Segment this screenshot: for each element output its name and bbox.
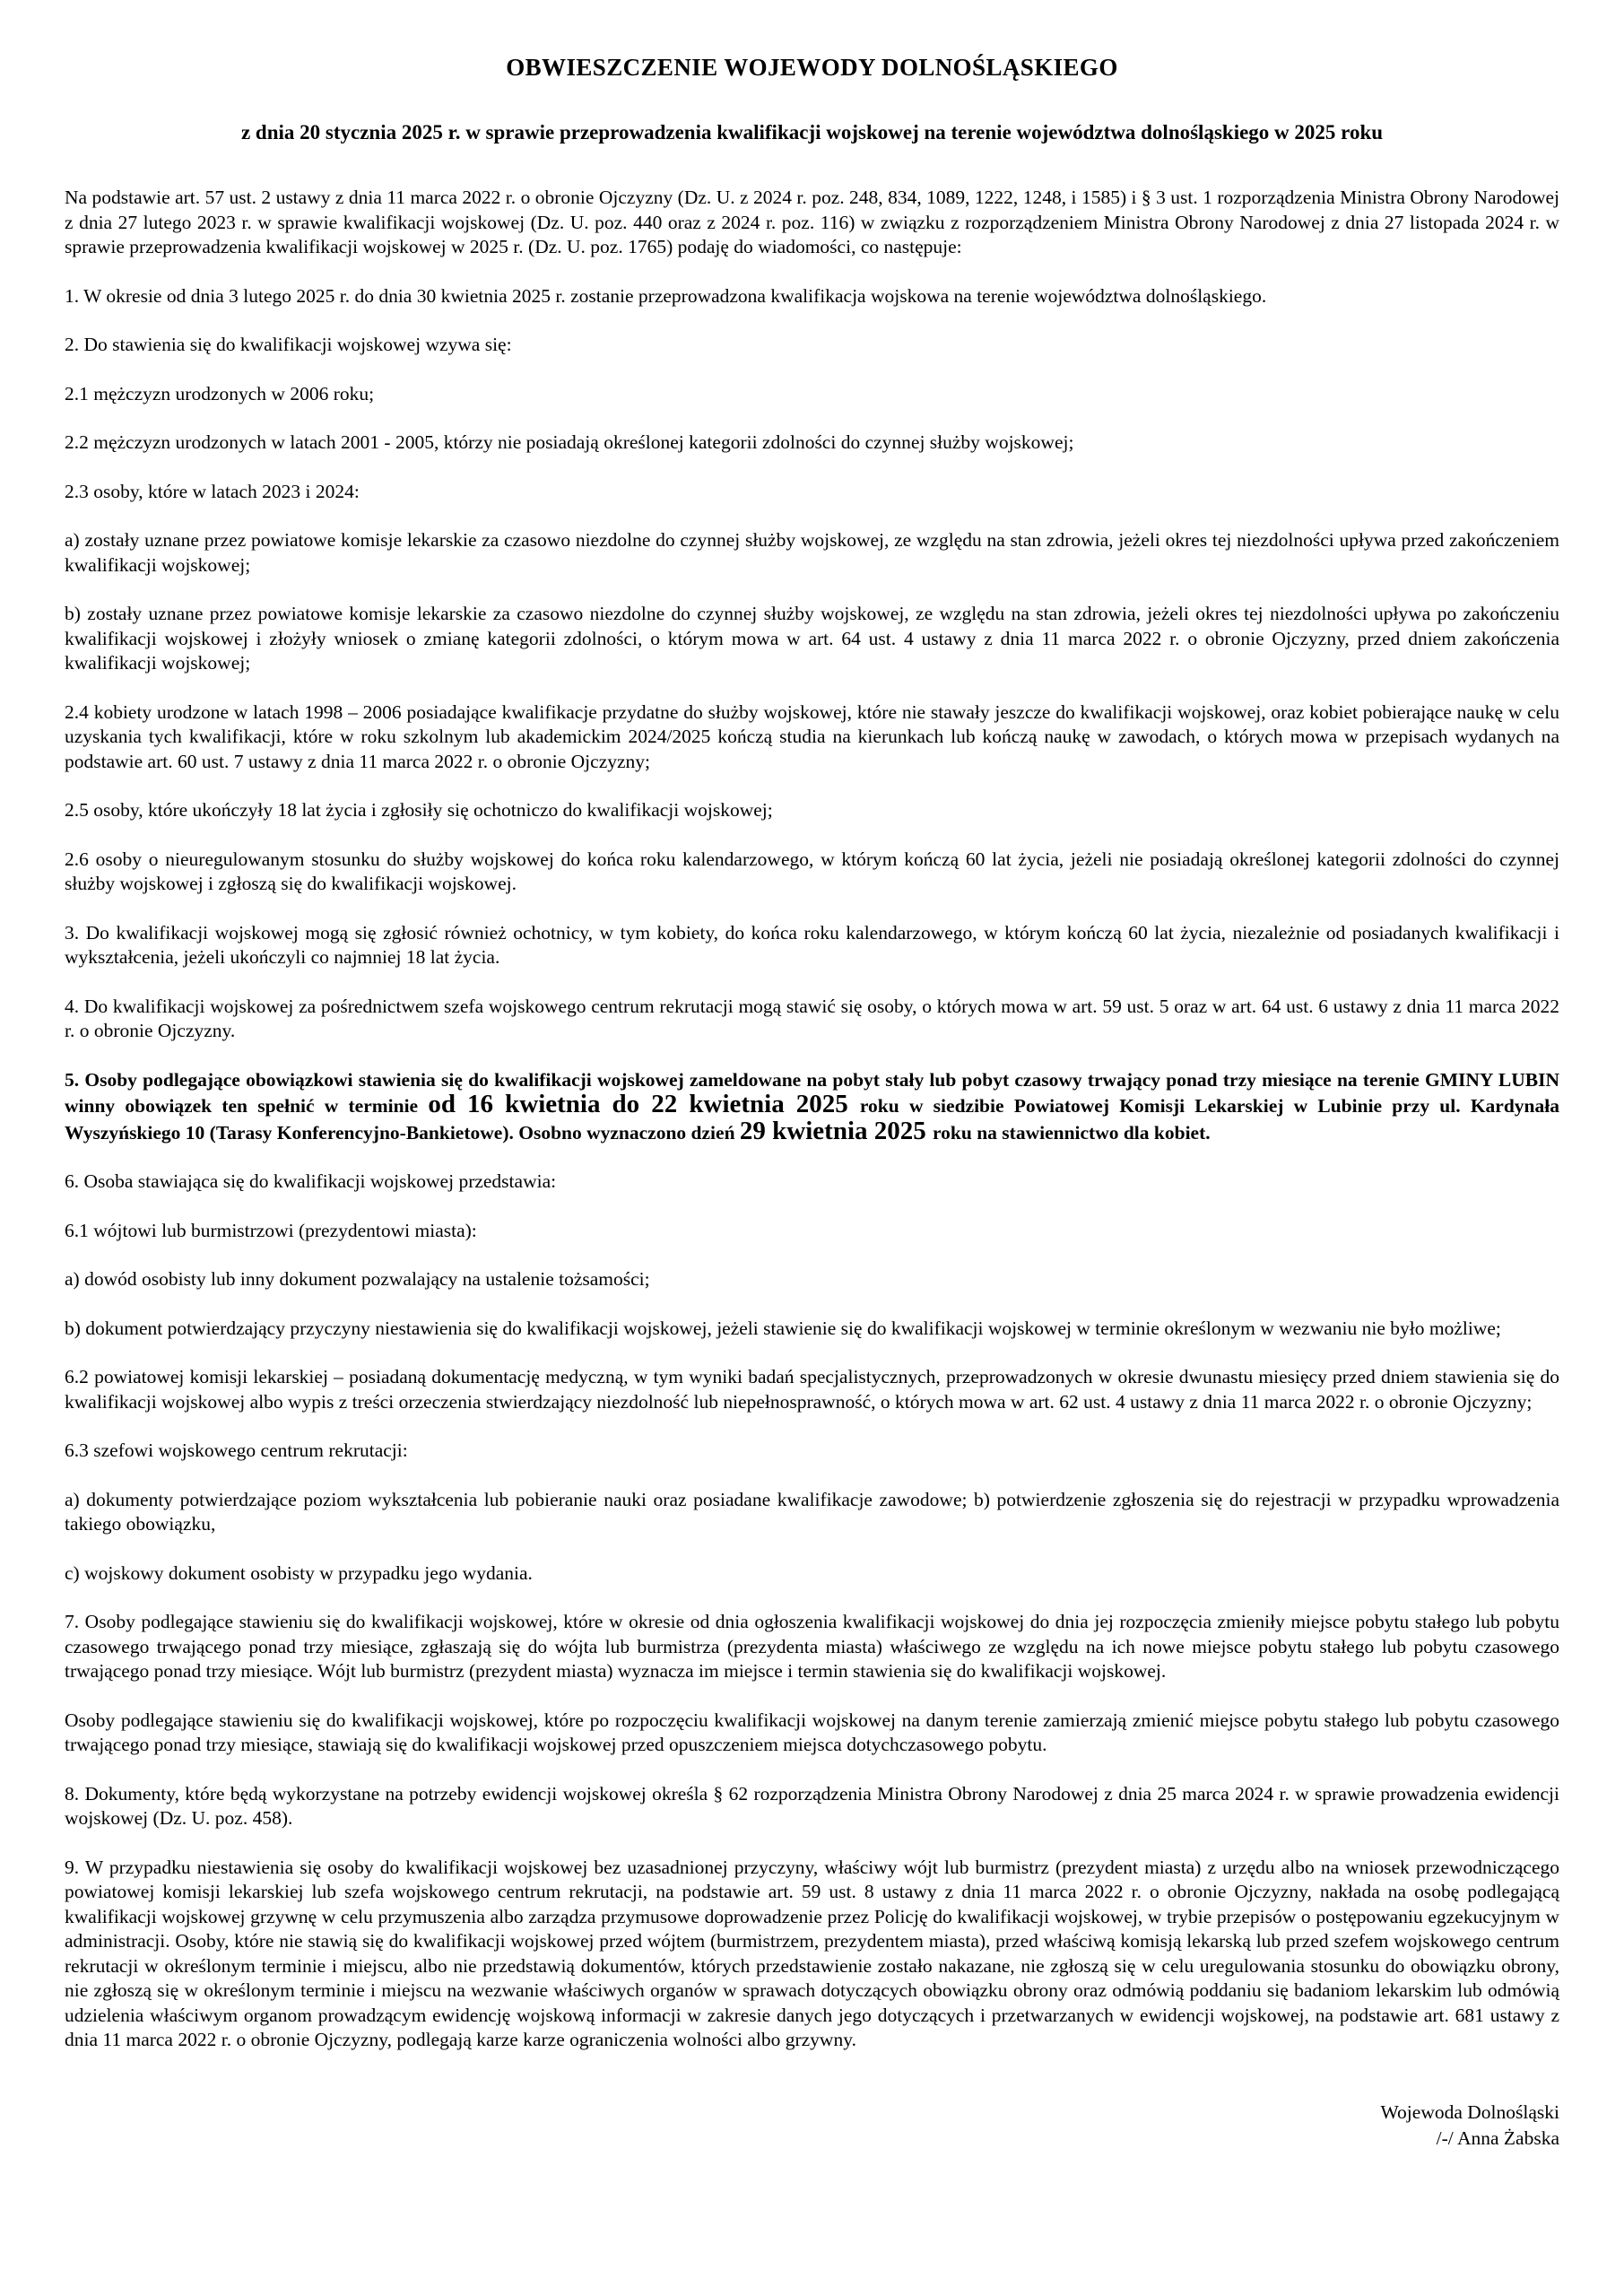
- text-run: c) wojskowy dokument osobisty w przypadku jego wydania.: [65, 1561, 533, 1584]
- text-run: 9. W przypadku niestawienia się osoby do kwalifikacji wojskowej bez uzasadnionej przyczyny, właściwy wójt lub burmistrz (prezydent miasta) z urzędu albo na wniosek przewodniczącego powiatowej komisji lekarskiej lub szefa wojskowego centrum rekrutacji, na podstawie art. 59 ust. 8 ustawy z dnia 11 marca 2022 r. o obronie Ojczyzny, nakłada na osobę podlegającą kwalifikacji wojskowej grzywnę w celu przymuszenia albo zarządza przymusowe doprowadzenie przez Policję do kwalifikacji wojskowej, w trybie przepisów o postępowaniu egzekucyjnym w administracji. Osoby, które nie stawią się do kwalifikacji wojskowej przed wójtem (burmistrzem, prezydentem miasta), przed właściwą komisją lekarską lub przed szefem wojskowego centrum rekrutacji w określonym terminie i miejscu, albo nie przedstawią dokumentów, których przedstawienie zostało nakazane, nie zgłoszą się w celu uregulowania stosunku do obowiązku obrony, nie zgłoszą się w określonym terminie i miejscu na wezwanie właściwych organów w sprawach dotyczących obowiązku obrony oraz odmówią poddaniu się badaniom lekarskim lub odmówią udzielenia właściwym organom prowadzącym ewidencję wojskową informacji w zakresie danych jego dotyczących i przetwarzanych w ewidencji wojskowej, na podstawie art. 681 ustawy z dnia 11 marca 2022 r. o obronie Ojczyzny, podlegają karze karze ograniczenia wolności albo grzywny.: [65, 1856, 1559, 2050]
- text-run: 2.4 kobiety urodzone w latach 1998 – 2006 posiadające kwalifikacje przydatne do służby wojskowej, które nie stawały jeszcze do kwalifikacji wojskowej, oraz kobiet pobierające naukę w celu uzyskania tych kwalifikacji, które w roku szkolnym lub akademickim 2024/2025 kończą studia na kierunkach lub kończą naukę w zawodach, o których mowa w przepisach wydanych na podstawie art. 60 ust. 7 ustawy z dnia 11 marca 2022 r. o obronie Ojczyzny;: [65, 700, 1559, 772]
- text-run: 6. Osoba stawiająca się do kwalifikacji wojskowej przedstawia:: [65, 1170, 557, 1192]
- paragraph: [65, 700, 1559, 775]
- paragraph: [65, 186, 1559, 260]
- text-run: b) zostały uznane przez powiatowe komisje lekarskie za czasowo niezdolne do czynnej służby wojskowej, ze względu na stan zdrowia, jeżeli okres tej niezdolności upływa po zakończeniu kwalifikacji wojskowej i złożyły wniosek o zmianę kategorii zdolności, o którym mowa w art. 64 ust. 4 ustawy z dnia 11 marca 2022 r. o obronie Ojczyzny, przed dniem zakończenia kwalifikacji wojskowej;: [65, 603, 1559, 674]
- text-run: 7. Osoby podlegające stawieniu się do kwalifikacji wojskowej, które w okresie od dnia ogłoszenia kwalifikacji wojskowej do dnia jej rozpoczęcia zmieniły miejsce pobytu stałego lub pobytu czasowego trwającego ponad trzy miesiące, zgłaszają się do wójta lub burmistrza (prezydenta miasta) właściwego ze względu na ich nowe miejsce pobytu stałego lub pobytu czasowego trwającego ponad trzy miesiące. Wójt lub burmistrz (prezydent miasta) wyznacza im miejsce i termin stawienia się do kwalifikacji wojskowej.: [65, 1611, 1559, 1682]
- text-run: a) dokumenty potwierdzające poziom wykształcenia lub pobieranie nauki oraz posiadane kwalifikacje zawodowe; b) potwierdzenie zgłoszenia się do rejestracji w przypadku wprowadzenia takiego obowiązku,: [65, 1488, 1559, 1535]
- text-run: 5. Osoby podlegające obowiązkowi stawienia się do kwalifikacji wojskowej zameldowane na pobyt stały lub pobyt czasowy trwający ponad trzy miesiące na terenie GMINY LUBIN winny obowiązek ten spełnić w terminie: [65, 1068, 1559, 1117]
- paragraph: [65, 602, 1559, 676]
- paragraph: [65, 1267, 1559, 1292]
- text-run: od 16 kwietnia do 22 kwietnia 2025: [428, 1090, 860, 1118]
- paragraph: [65, 1219, 1559, 1244]
- paragraph: [65, 1610, 1559, 1684]
- text-run: roku w siedzibie Powiatowej Komisji Lekarskiej w Lubinie przy ul. Kardynała Wyszyńskiego 10 (Tarasy Konferencyjno-Bankietowe). Osobno wyznaczono dzień: [65, 1095, 1559, 1144]
- text-run: 2. Do stawienia się do kwalifikacji wojskowej wzywa się:: [65, 334, 512, 355]
- document-subtitle: z dnia 20 stycznia 2025 r. w sprawie przeprowadzenia kwalifikacji wojskowej na terenie województwa dolnośląskiego w 2025 roku: [240, 121, 1384, 144]
- paragraph: [65, 1561, 1559, 1587]
- paragraph: [65, 798, 1559, 823]
- text-run: Na podstawie art. 57 ust. 2 ustawy z dnia 11 marca 2022 r. o obronie Ojczyzny (Dz. U. z 2024 r. poz. 248, 834, 1089, 1222, 1248, i 1585) i § 3 ust. 1 rozporządzenia Ministra Obrony Narodowej z dnia 27 lutego 2023 r. w sprawie kwalifikacji wojskowej (Dz. U. poz. 440 oraz z 2024 r. poz. 116) w związku z rozporządzeniem Ministra Obrony Narodowej z dnia 27 listopada 2024 r. w sprawie przeprowadzenia kwalifikacji wojskowej w 2025 r. (Dz. U. poz. 1765) podaję do wiadomości, co następuje:: [65, 187, 1559, 257]
- paragraph: [65, 480, 1559, 505]
- text-run: 2.3 osoby, które w latach 2023 i 2024:: [65, 480, 360, 502]
- text-run: 6.1 wójtowi lub burmistrzowi (prezydentowi miasta):: [65, 1219, 477, 1241]
- paragraph: [65, 1317, 1559, 1342]
- text-run: 3. Do kwalifikacji wojskowej mogą się zgłosić również ochotnicy, w tym kobiety, do końca roku kalendarzowego, w którym kończą 60 lat życia, niezależnie od posiadanych kwalifikacji i wykształcenia, jeżeli ukończyli co najmniej 18 lat życia.: [65, 921, 1559, 968]
- paragraph: [65, 1068, 1559, 1146]
- text-run: a) dowód osobisty lub inny dokument pozwalający na ustalenie tożsamości;: [65, 1268, 650, 1290]
- paragraph: [65, 921, 1559, 970]
- document-title: OBWIESZCZENIE WOJEWODY DOLNOŚLĄSKIEGO: [506, 54, 1118, 81]
- paragraph: [65, 848, 1559, 897]
- text-run: 4. Do kwalifikacji wojskowej za pośrednictwem szefa wojskowego centrum rekrutacji mogą stawić się osoby, o których mowa w art. 59 ust. 5 oraz w art. 64 ust. 6 ustawy z dnia 11 marca 2022 r. o obronie Ojczyzny.: [65, 995, 1559, 1041]
- text-run: 6.3 szefowi wojskowego centrum rekrutacji:: [65, 1439, 408, 1461]
- document-body: [65, 186, 1559, 2053]
- signature-block: [65, 2100, 1559, 2152]
- text-run: 8. Dokumenty, które będą wykorzystane na potrzeby ewidencji wojskowej określa § 62 rozporządzenia Ministra Obrony Narodowej z dnia 25 marca 2024 r. w sprawie prowadzenia ewidencji wojskowej (Dz. U. poz. 458).: [65, 1782, 1559, 1829]
- text-run: 6.2 powiatowej komisji lekarskiej – posiadaną dokumentację medyczną, w tym wyniki badań specjalistycznych, przeprowadzonych w okresie dwunastu miesięcy przed dniem stawienia się do kwalifikacji wojskowej albo wypis z treści orzeczenia stwierdzający niezdolność lub niepełnosprawność, o których mowa w art. 62 ust. 4 ustawy z dnia 11 marca 2022 r. o obronie Ojczyzny;: [65, 1366, 1559, 1413]
- paragraph: [65, 995, 1559, 1044]
- text-run: a) zostały uznane przez powiatowe komisje lekarskie za czasowo niezdolne do czynnej służby wojskowej, ze względu na stan zdrowia, jeżeli okres tej niezdolności upływa przed zakończeniem kwalifikacji wojskowej;: [65, 529, 1559, 576]
- text-run: 1. W okresie od dnia 3 lutego 2025 r. do dnia 30 kwietnia 2025 r. zostanie przeprowadzona kwalifikacja wojskowa na terenie województwa dolnośląskiego.: [65, 284, 1267, 307]
- paragraph: [65, 430, 1559, 456]
- paragraph: [65, 1170, 1559, 1195]
- paragraph: [65, 284, 1559, 309]
- text-run: roku na stawiennictwo dla kobiet.: [933, 1121, 1211, 1144]
- paragraph: [65, 1856, 1559, 2053]
- paragraph: [65, 528, 1559, 578]
- paragraph: [65, 1488, 1559, 1537]
- paragraph: [65, 1782, 1559, 1831]
- text-run: 2.5 osoby, które ukończyły 18 lat życia i zgłosiły się ochotniczo do kwalifikacji wojskowej;: [65, 799, 773, 821]
- text-run: Osoby podlegające stawieniu się do kwalifikacji wojskowej, które po rozpoczęciu kwalifikacji wojskowej na danym terenie zamierzają zmienić miejsce pobytu stałego lub pobytu czasowego trwającego ponad trzy miesiące, stawiają się do kwalifikacji wojskowej przed opuszczeniem miejsca dotychczasowego pobytu.: [65, 1709, 1559, 1755]
- text-run: 2.1 mężczyzn urodzonych w 2006 roku;: [65, 382, 375, 404]
- text-run: 29 kwietnia 2025: [739, 1116, 934, 1145]
- paragraph: [65, 1365, 1559, 1414]
- paragraph: [65, 382, 1559, 407]
- text-run: 2.2 mężczyzn urodzonych w latach 2001 - 2005, którzy nie posiadają określonej kategorii zdolności do czynnej służby wojskowej;: [65, 431, 1074, 453]
- paragraph: [65, 333, 1559, 358]
- text-run: b) dokument potwierdzający przyczyny niestawienia się do kwalifikacji wojskowej, jeżeli stawienie się do kwalifikacji wojskowej w terminie określonym w wezwaniu nie było możliwe;: [65, 1317, 1501, 1339]
- paragraph: [65, 1709, 1559, 1758]
- signature-role: Wojewoda Dolnośląski: [1380, 2100, 1559, 2123]
- text-run: 2.6 osoby o nieuregulowanym stosunku do służby wojskowej do końca roku kalendarzowego, w którym kończą 60 lat życia, jeżeli nie posiadają określonej kategorii zdolności do czynnej służby wojskowej i zgłoszą się do kwalifikacji wojskowej.: [65, 848, 1559, 894]
- paragraph: [65, 1439, 1559, 1464]
- signature-name: /-/ Anna Żabska: [1436, 2126, 1559, 2149]
